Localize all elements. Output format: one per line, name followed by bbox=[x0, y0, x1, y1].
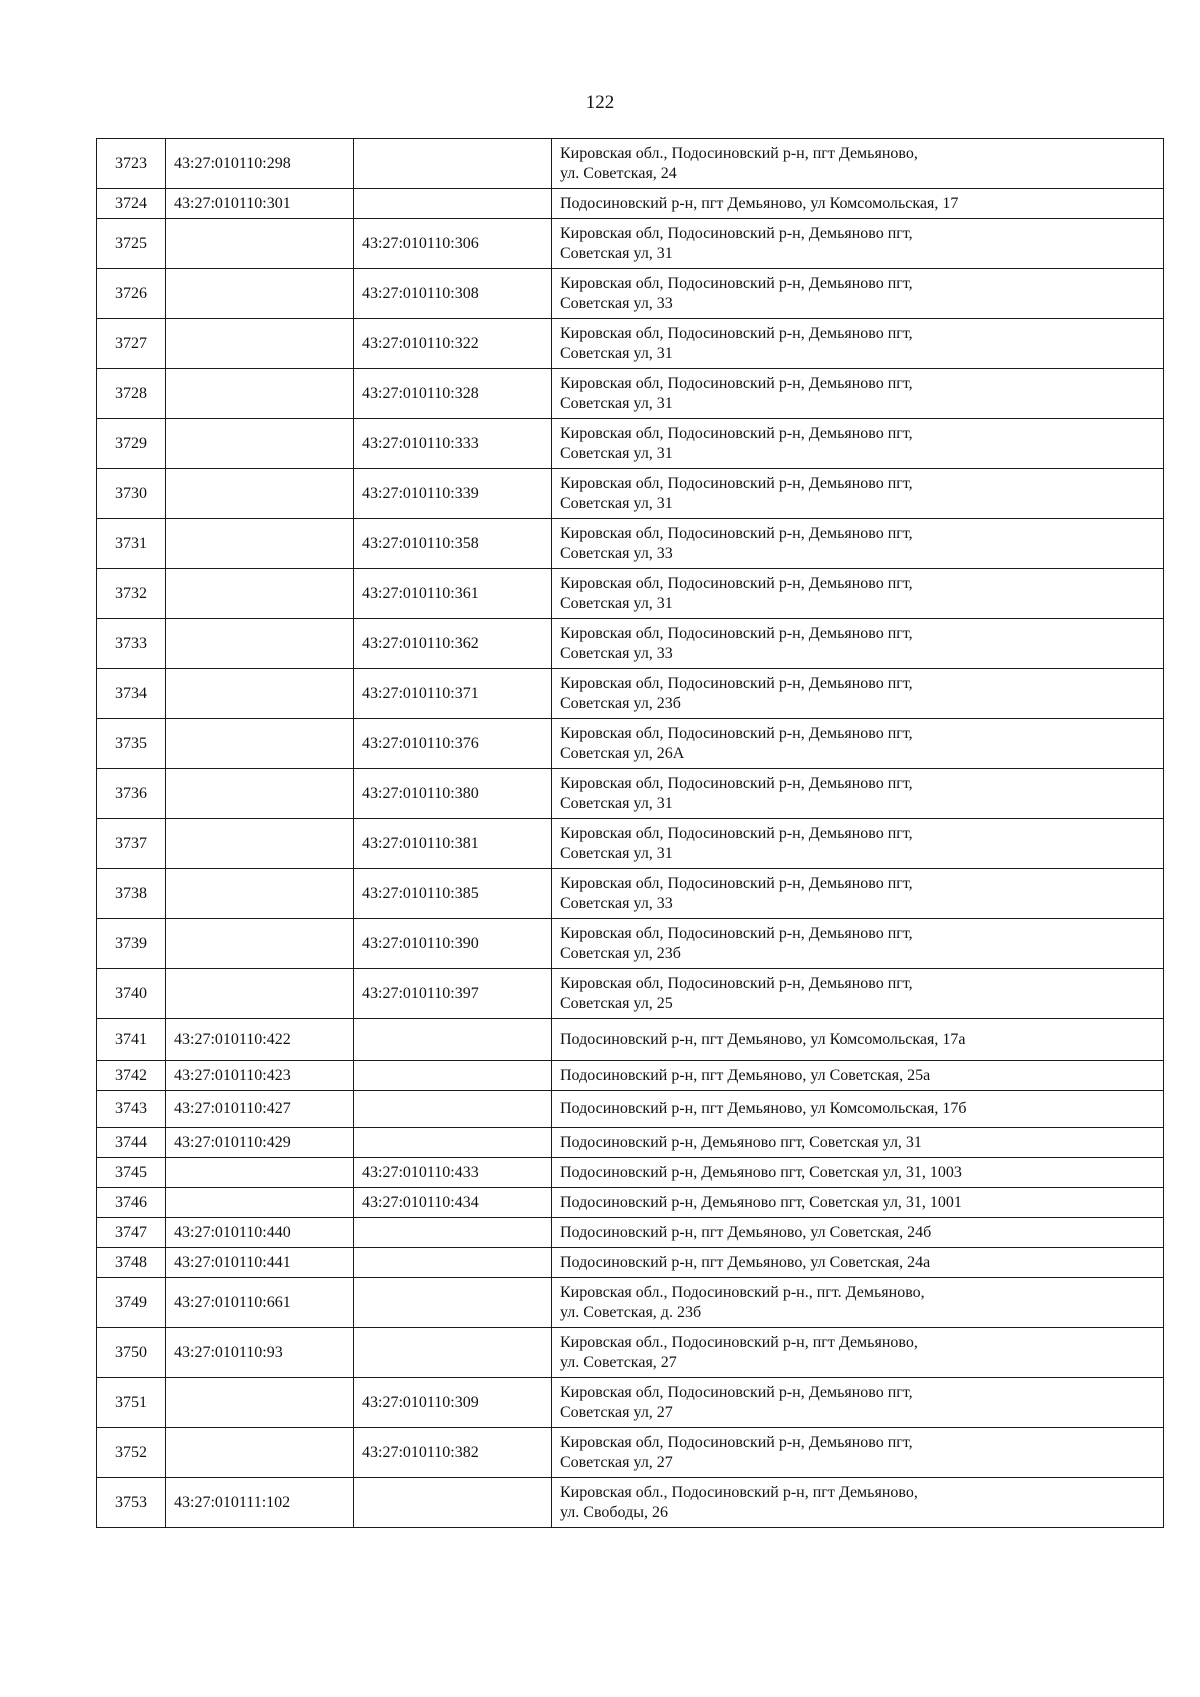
table-row bbox=[97, 869, 1164, 919]
row-number: 3741 bbox=[97, 1019, 166, 1061]
row-number: 3735 bbox=[97, 719, 166, 769]
row-number: 3752 bbox=[97, 1428, 166, 1478]
cadastral-number-primary bbox=[166, 269, 354, 319]
cadastral-number-secondary: 43:27:010110:333 bbox=[354, 419, 552, 469]
table-row bbox=[97, 1061, 1164, 1091]
table-row bbox=[97, 419, 1164, 469]
cadastral-number-secondary: 43:27:010110:339 bbox=[354, 469, 552, 519]
cadastral-number-primary bbox=[166, 669, 354, 719]
cadastral-number-primary: 43:27:010110:440 bbox=[166, 1218, 354, 1248]
cadastral-number-secondary bbox=[354, 1128, 552, 1158]
address-cell: Подосиновский р-н, пгт Демьяново, ул Советская, 24б bbox=[552, 1218, 1164, 1248]
address-cell: Подосиновский р-н, пгт Демьяново, ул Комсомольская, 17 bbox=[552, 189, 1164, 219]
cadastral-number-primary: 43:27:010111:102 bbox=[166, 1478, 354, 1528]
cadastral-number-primary bbox=[166, 869, 354, 919]
cadastral-number-primary bbox=[166, 819, 354, 869]
cadastral-number-primary: 43:27:010110:93 bbox=[166, 1328, 354, 1378]
address-cell: Кировская обл., Подосиновский р-н., пгт. Демьяново, ул. Советская, д. 23б bbox=[552, 1278, 1164, 1328]
cadastral-number-secondary: 43:27:010110:397 bbox=[354, 969, 552, 1019]
cadastral-number-secondary: 43:27:010110:361 bbox=[354, 569, 552, 619]
row-number: 3730 bbox=[97, 469, 166, 519]
table-row bbox=[97, 319, 1164, 369]
cadastral-number-primary bbox=[166, 469, 354, 519]
row-number: 3725 bbox=[97, 219, 166, 269]
table-row bbox=[97, 1428, 1164, 1478]
address-cell: Подосиновский р-н, Демьяново пгт, Советская ул, 31, 1003 bbox=[552, 1158, 1164, 1188]
cadastral-number-secondary bbox=[354, 1478, 552, 1528]
page-number: 122 bbox=[585, 92, 615, 113]
row-number: 3733 bbox=[97, 619, 166, 669]
address-cell: Подосиновский р-н, Демьяново пгт, Советская ул, 31, 1001 bbox=[552, 1188, 1164, 1218]
address-cell: Кировская обл, Подосиновский р-н, Демьяново пгт, Советская ул, 31 bbox=[552, 469, 1164, 519]
row-number: 3738 bbox=[97, 869, 166, 919]
table-row bbox=[97, 189, 1164, 219]
address-cell: Подосиновский р-н, пгт Демьяново, ул Комсомольская, 17а bbox=[552, 1019, 1164, 1061]
cadastral-number-primary bbox=[166, 1378, 354, 1428]
address-cell: Подосиновский р-н, пгт Демьяново, ул Советская, 25а bbox=[552, 1061, 1164, 1091]
cadastral-number-primary bbox=[166, 1428, 354, 1478]
cadastral-number-secondary bbox=[354, 1218, 552, 1248]
address-cell: Кировская обл, Подосиновский р-н, Демьяново пгт, Советская ул, 25 bbox=[552, 969, 1164, 1019]
address-cell: Кировская обл, Подосиновский р-н, Демьяново пгт, Советская ул, 27 bbox=[552, 1428, 1164, 1478]
cadastral-number-secondary bbox=[354, 1248, 552, 1278]
registry-table-body bbox=[97, 139, 1164, 1528]
table-row bbox=[97, 1218, 1164, 1248]
row-number: 3748 bbox=[97, 1248, 166, 1278]
row-number: 3744 bbox=[97, 1128, 166, 1158]
row-number: 3737 bbox=[97, 819, 166, 869]
cadastral-number-primary bbox=[166, 919, 354, 969]
cadastral-number-primary: 43:27:010110:298 bbox=[166, 139, 354, 189]
row-number: 3724 bbox=[97, 189, 166, 219]
address-cell: Кировская обл., Подосиновский р-н, пгт Демьяново, ул. Советская, 24 bbox=[552, 139, 1164, 189]
row-number: 3740 bbox=[97, 969, 166, 1019]
row-number: 3747 bbox=[97, 1218, 166, 1248]
cadastral-number-secondary bbox=[354, 189, 552, 219]
address-cell: Кировская обл, Подосиновский р-н, Демьяново пгт, Советская ул, 31 bbox=[552, 319, 1164, 369]
row-number: 3734 bbox=[97, 669, 166, 719]
row-number: 3723 bbox=[97, 139, 166, 189]
row-number: 3732 bbox=[97, 569, 166, 619]
table-row bbox=[97, 969, 1164, 1019]
cadastral-number-primary bbox=[166, 969, 354, 1019]
address-cell: Кировская обл., Подосиновский р-н, пгт Демьяново, ул. Свободы, 26 bbox=[552, 1478, 1164, 1528]
address-cell: Кировская обл, Подосиновский р-н, Демьяново пгт, Советская ул, 31 bbox=[552, 219, 1164, 269]
cadastral-number-secondary bbox=[354, 1328, 552, 1378]
cadastral-number-primary: 43:27:010110:423 bbox=[166, 1061, 354, 1091]
row-number: 3743 bbox=[97, 1091, 166, 1128]
row-number: 3751 bbox=[97, 1378, 166, 1428]
row-number: 3745 bbox=[97, 1158, 166, 1188]
table-row bbox=[97, 1128, 1164, 1158]
cadastral-number-secondary: 43:27:010110:390 bbox=[354, 919, 552, 969]
row-number: 3750 bbox=[97, 1328, 166, 1378]
table-row bbox=[97, 819, 1164, 869]
table-row bbox=[97, 1019, 1164, 1061]
cadastral-number-primary bbox=[166, 369, 354, 419]
table-row bbox=[97, 1248, 1164, 1278]
row-number: 3739 bbox=[97, 919, 166, 969]
table-row bbox=[97, 919, 1164, 969]
row-number: 3726 bbox=[97, 269, 166, 319]
row-number: 3728 bbox=[97, 369, 166, 419]
cadastral-number-secondary bbox=[354, 1061, 552, 1091]
cadastral-number-secondary bbox=[354, 1091, 552, 1128]
row-number: 3746 bbox=[97, 1188, 166, 1218]
table-row bbox=[97, 1378, 1164, 1428]
table-row bbox=[97, 139, 1164, 189]
cadastral-number-secondary: 43:27:010110:328 bbox=[354, 369, 552, 419]
cadastral-number-primary bbox=[166, 1188, 354, 1218]
row-number: 3742 bbox=[97, 1061, 166, 1091]
cadastral-registry-table bbox=[96, 138, 1164, 1528]
cadastral-number-primary: 43:27:010110:429 bbox=[166, 1128, 354, 1158]
address-cell: Кировская обл, Подосиновский р-н, Демьяново пгт, Советская ул, 23б bbox=[552, 669, 1164, 719]
cadastral-number-secondary: 43:27:010110:382 bbox=[354, 1428, 552, 1478]
table-row bbox=[97, 1328, 1164, 1378]
cadastral-number-secondary bbox=[354, 139, 552, 189]
table-row bbox=[97, 769, 1164, 819]
cadastral-number-secondary bbox=[354, 1278, 552, 1328]
table-row bbox=[97, 469, 1164, 519]
address-cell: Подосиновский р-н, пгт Демьяново, ул Комсомольская, 17б bbox=[552, 1091, 1164, 1128]
cadastral-number-secondary: 43:27:010110:434 bbox=[354, 1188, 552, 1218]
cadastral-number-primary bbox=[166, 769, 354, 819]
address-cell: Кировская обл, Подосиновский р-н, Демьяново пгт, Советская ул, 33 bbox=[552, 869, 1164, 919]
table-row bbox=[97, 619, 1164, 669]
row-number: 3731 bbox=[97, 519, 166, 569]
address-cell: Кировская обл, Подосиновский р-н, Демьяново пгт, Советская ул, 33 bbox=[552, 269, 1164, 319]
table-row bbox=[97, 669, 1164, 719]
table-row bbox=[97, 1158, 1164, 1188]
row-number: 3736 bbox=[97, 769, 166, 819]
address-cell: Кировская обл, Подосиновский р-н, Демьяново пгт, Советская ул, 31 bbox=[552, 819, 1164, 869]
table-row bbox=[97, 1091, 1164, 1128]
cadastral-number-secondary: 43:27:010110:381 bbox=[354, 819, 552, 869]
table-row bbox=[97, 269, 1164, 319]
row-number: 3729 bbox=[97, 419, 166, 469]
address-cell: Кировская обл, Подосиновский р-н, Демьяново пгт, Советская ул, 31 bbox=[552, 369, 1164, 419]
cadastral-number-secondary: 43:27:010110:309 bbox=[354, 1378, 552, 1428]
row-number: 3749 bbox=[97, 1278, 166, 1328]
cadastral-number-secondary: 43:27:010110:371 bbox=[354, 669, 552, 719]
cadastral-number-secondary: 43:27:010110:376 bbox=[354, 719, 552, 769]
cadastral-number-secondary: 43:27:010110:308 bbox=[354, 269, 552, 319]
cadastral-number-secondary: 43:27:010110:358 bbox=[354, 519, 552, 569]
address-cell: Кировская обл, Подосиновский р-н, Демьяново пгт, Советская ул, 33 bbox=[552, 619, 1164, 669]
cadastral-number-primary: 43:27:010110:422 bbox=[166, 1019, 354, 1061]
cadastral-number-primary bbox=[166, 219, 354, 269]
address-cell: Кировская обл, Подосиновский р-н, Демьяново пгт, Советская ул, 31 bbox=[552, 769, 1164, 819]
address-cell: Кировская обл, Подосиновский р-н, Демьяново пгт, Советская ул, 27 bbox=[552, 1378, 1164, 1428]
cadastral-number-primary bbox=[166, 419, 354, 469]
cadastral-number-primary bbox=[166, 319, 354, 369]
row-number: 3753 bbox=[97, 1478, 166, 1528]
address-cell: Кировская обл., Подосиновский р-н, пгт Демьяново, ул. Советская, 27 bbox=[552, 1328, 1164, 1378]
table-row bbox=[97, 519, 1164, 569]
cadastral-number-secondary bbox=[354, 1019, 552, 1061]
cadastral-number-primary bbox=[166, 569, 354, 619]
address-cell: Кировская обл, Подосиновский р-н, Демьяново пгт, Советская ул, 31 bbox=[552, 419, 1164, 469]
address-cell: Подосиновский р-н, Демьяново пгт, Советская ул, 31 bbox=[552, 1128, 1164, 1158]
address-cell: Кировская обл, Подосиновский р-н, Демьяново пгт, Советская ул, 23б bbox=[552, 919, 1164, 969]
cadastral-number-primary bbox=[166, 719, 354, 769]
table-row bbox=[97, 1188, 1164, 1218]
row-number: 3727 bbox=[97, 319, 166, 369]
table-row bbox=[97, 369, 1164, 419]
table-row bbox=[97, 719, 1164, 769]
cadastral-number-primary: 43:27:010110:661 bbox=[166, 1278, 354, 1328]
cadastral-number-secondary: 43:27:010110:322 bbox=[354, 319, 552, 369]
table-row bbox=[97, 569, 1164, 619]
cadastral-number-secondary: 43:27:010110:433 bbox=[354, 1158, 552, 1188]
cadastral-number-secondary: 43:27:010110:362 bbox=[354, 619, 552, 669]
cadastral-number-primary: 43:27:010110:441 bbox=[166, 1248, 354, 1278]
cadastral-number-primary bbox=[166, 1158, 354, 1188]
cadastral-number-primary bbox=[166, 519, 354, 569]
cadastral-number-secondary: 43:27:010110:385 bbox=[354, 869, 552, 919]
cadastral-number-primary: 43:27:010110:427 bbox=[166, 1091, 354, 1128]
address-cell: Кировская обл, Подосиновский р-н, Демьяново пгт, Советская ул, 31 bbox=[552, 569, 1164, 619]
cadastral-number-secondary: 43:27:010110:380 bbox=[354, 769, 552, 819]
table-row bbox=[97, 219, 1164, 269]
address-cell: Кировская обл, Подосиновский р-н, Демьяново пгт, Советская ул, 33 bbox=[552, 519, 1164, 569]
cadastral-number-primary: 43:27:010110:301 bbox=[166, 189, 354, 219]
table-row bbox=[97, 1278, 1164, 1328]
cadastral-number-secondary: 43:27:010110:306 bbox=[354, 219, 552, 269]
address-cell: Кировская обл, Подосиновский р-н, Демьяново пгт, Советская ул, 26А bbox=[552, 719, 1164, 769]
cadastral-number-primary bbox=[166, 619, 354, 669]
address-cell: Подосиновский р-н, пгт Демьяново, ул Советская, 24а bbox=[552, 1248, 1164, 1278]
table-row bbox=[97, 1478, 1164, 1528]
